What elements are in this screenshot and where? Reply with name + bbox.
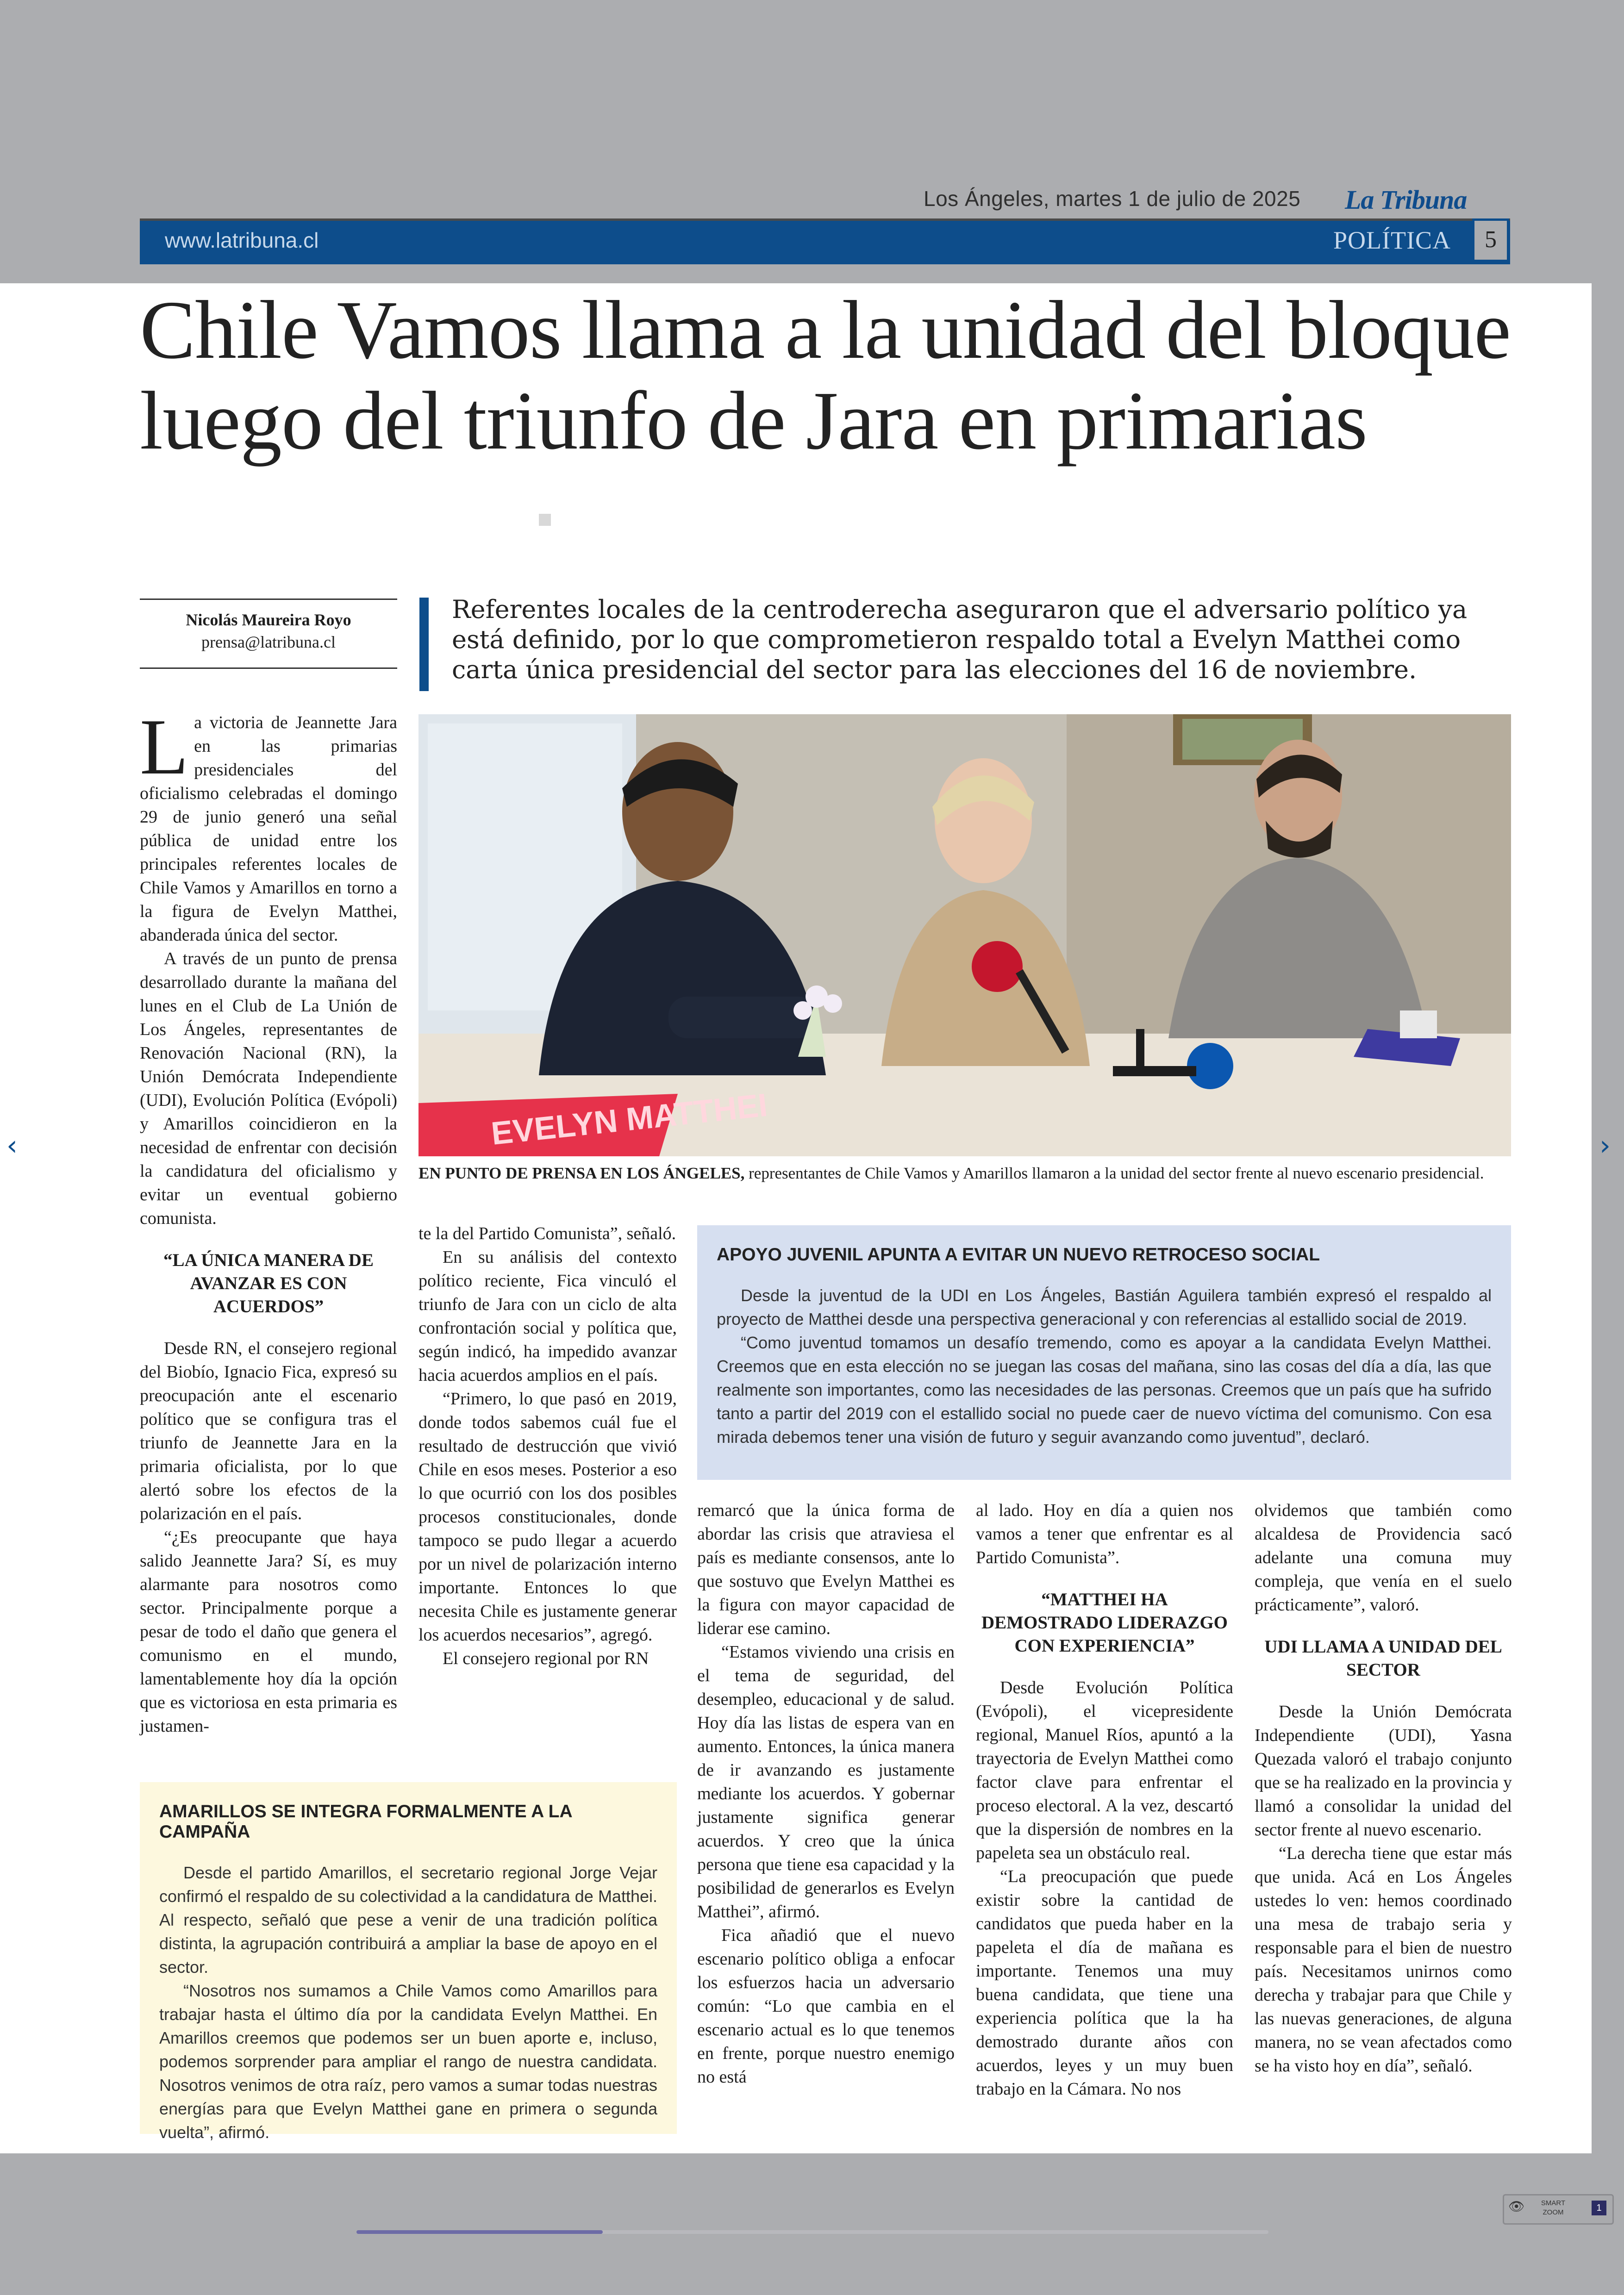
annotation-marker[interactable] [539, 514, 551, 526]
col5-paragraph-1: olvidemos que también como alcaldesa de Providencia sacó adelante una comuna muy compleja, que venía en el suelo prácticamente”, valoró. [1255, 1501, 1512, 1615]
chevron-right-icon[interactable]: › [1599, 1129, 1611, 1162]
sidebar-box-amarillos [140, 1782, 677, 2142]
col2-paragraph-3: “Primero, lo que pasó en 2019, donde todos sabemos cuál fue el resultado de destrucción que vivió Chile en esos meses. Posterior a eso lo que ocurrió con los dos posibles procesos constitucionales, donde tampoco se pudo llegar a acuerdo por un nivel de polarización interno importante. Entonces lo que necesita Chile es justamente generar los acuerdos necesarios”, agregó. [418, 1389, 677, 1645]
subheading-udi: UDI LLAMA A UNIDAD DEL SECTOR [1264, 1637, 1502, 1680]
chevron-left-icon[interactable]: ‹ [6, 1129, 18, 1162]
photo-caption-text: representantes de Chile Vamos y Amarillos llamaron a la unidad del sector frente al nuevo escenario presidencial. [744, 1164, 1484, 1182]
box-juvenil-paragraph-1: Desde la juventud de la UDI en Los Ángeles, Bastián Aguilera también expresó el respaldo al proyecto de Matthei desde una perspectiva generacional y con referencias al estallido social de 2019. [717, 1286, 1492, 1328]
zoom-badge: 1 [1592, 2201, 1606, 2215]
col5-paragraph-2: Desde la Unión Demócrata Independiente (UDI), Yasna Quezada valoró el trabajo conjunto que se ha realizado en la provincia y llamó a consolidar la unidad del sector frente al nuevo escenario. [1255, 1702, 1512, 1840]
newspaper-logo: La Tribuna [1345, 185, 1467, 215]
byline-author: Nicolás Maureira Royo [186, 611, 351, 629]
page-scrollbar-thumb[interactable] [356, 2230, 603, 2234]
col3-paragraph-3: Fica añadió que el nuevo escenario político obliga a enfocar los esfuerzos hacia un adversario común: “Lo que cambia en el escenario actual es lo que tenemos en frente, porque nuestro enemigo no está [697, 1926, 955, 2087]
box-amarillos-paragraph-2: “Nosotros nos sumamos a Chile Vamos como Amarillos para trabajar hasta el último día por la candidata Evelyn Matthei. En Amarillos creemos que podemos ser un buen aporte e, incluso, podemos sorprender para ampliar el rango de nuestra candidata. Nosotros venimos de otra raíz, pero vamos a sumar todas nuestras energías para que Evelyn Matthei gane en primera o segunda vuelta”, afirmó. [159, 1981, 657, 2142]
subheading-matthei: “MATTHEI HA DEMOSTRADO LIDERAZGO CON EXPERIENCIA” [981, 1590, 1228, 1656]
byline-email: prensa@latribuna.cl [201, 633, 336, 651]
article-column-5 [1255, 1499, 1512, 2078]
box-amarillos-title: AMARILLOS SE INTEGRA FORMALMENTE A LA CAMPAÑA [159, 1802, 572, 1842]
byline-top-rule [140, 599, 397, 600]
col1-paragraph-1: a victoria de Jeannette Jara en las primarias presidenciales del oficialismo celebradas el domingo 29 de junio generó una señal pública de unidad entre los principales referentes locales de Chile Vamos y Amarillos en torno a la figura de Evelyn Matthei, abanderada única del sector. [140, 713, 397, 945]
box-juvenil-paragraph-2: “Como juventud tomamos un desafío tremendo, como es apoyar a la candidata Evelyn Matthei. Creemos que en esta elección no se juegan las cosas del mañana, sino las cosas del día a día, las que realmente son importantes, como las necesidades de las personas. Creemos que un país que ha sufrido tanto a partir del 2019 con el estallido social no puede caer de nuevo víctima del comunismo. Con esa mirada debemos tener una visión de futuro y seguir avanzando como juventud”, declaró. [717, 1333, 1492, 1447]
smart-zoom-label: SMART ZOOM [1541, 2199, 1566, 2216]
col5-paragraph-3: “La derecha tiene que estar más que unida. Acá en Los Ángeles ustedes lo ven: hemos coordinado una mesa de trabajo seria y responsable para el bien de nuestro país. Necesitamos unirnos como derecha y trabajar para que Chile y las nuevas generaciones, de alguna manera, no se vean afectados como se ha visto hoy en día”, señaló. [1255, 1844, 1512, 2076]
article-headline: Chile Vamos llama a la unidad del bloque luego del triunfo de Jara en primarias [140, 284, 1511, 467]
photo-caption-lead: EN PUNTO DE PRENSA EN LOS ÁNGELES, [418, 1164, 745, 1182]
article-column-1 [140, 703, 397, 1738]
subheading-acuerdos: “LA ÚNICA MANERA DE AVANZAR ES CON ACUERDOS” [163, 1250, 374, 1316]
article-column-3 [697, 1499, 955, 2089]
eye-icon: 👁 [1508, 2199, 1525, 2214]
section-bar [140, 218, 1510, 264]
drop-cap: L [140, 703, 189, 791]
col4-paragraph-1: al lado. Hoy en día a quien nos vamos a tener que enfrentar es al Partido Comunista”. [976, 1501, 1233, 1567]
article-lead: Referentes locales de la centroderecha aseguraron que el adversario político ya está definido, por lo que comprometieron respaldo total a Evelyn Matthei como carta única presidencial del sector para las elecciones del 16 de noviembre. [452, 595, 1468, 684]
col2-paragraph-4: El consejero regional por RN [443, 1649, 649, 1668]
article-column-2 [418, 1222, 677, 1671]
col4-paragraph-3: “La preocupación que puede existir sobre la cantidad de candidatos que pueda haber en la papeleta el día de mañana es importante. Tenemos una muy buena candidata, que tiene una experiencia política que la ha demostrado durante años con acuerdos, leyes y un muy buen trabajo en la Cámara. No nos [976, 1867, 1233, 2099]
press-conference-photo [418, 714, 1511, 1156]
col1-paragraph-3: Desde RN, el consejero regional del Biobío, Ignacio Fica, expresó su preocupación ante el escenario político que se configura tras el triunfo de Jeannette Jara en la primaria oficialista, por lo que alertó sobre los efectos de la polarización en el país. [140, 1339, 397, 1523]
col2-paragraph-2: En su análisis del contexto político reciente, Fica vinculó el triunfo de Jara con un ciclo de alta confrontación social y política que, según indicó, ha impedido avanzar hacia acuerdos amplios en el país. [418, 1247, 677, 1385]
article-column-4 [976, 1499, 1233, 2101]
byline-bottom-rule [140, 667, 397, 669]
issue-date: Los Ángeles, martes 1 de julio de 2025 [924, 187, 1301, 211]
section-label: POLÍTICA [1333, 226, 1451, 254]
col4-paragraph-2: Desde Evolución Política (Evópoli), el vicepresidente regional, Manuel Ríos, apuntó a la trayectoria de Evelyn Matthei como factor clave para enfrentar el proceso electoral. A la vez, descartó que la dispersión de nombres en la papeleta sea un obstáculo real. [976, 1678, 1233, 1863]
photo-banner-text: EVELYN MATTHEI [489, 1086, 769, 1152]
page-number: 5 [1485, 226, 1497, 253]
col2-paragraph-1: te la del Partido Comunista”, señaló. [418, 1224, 676, 1243]
sidebar-box-juvenil [697, 1225, 1511, 1480]
box-amarillos-paragraph-1: Desde el partido Amarillos, el secretario regional Jorge Vejar confirmó el respaldo de su colectividad a la candidatura de Matthei. Al respecto, señaló que pese a venir de una tradición política distinta, la agrupación contribuirá a ampliar la base de apoyo en el sector. [159, 1863, 657, 1977]
lead-accent-bar [419, 598, 429, 691]
col1-paragraph-4: “¿Es preocupante que haya salido Jeannette Jara? Sí, es muy alarmante para nosotros como sector. Principalmente porque a pesar de todo el daño que genera el comunismo en el mundo, lamentablemente hoy día la opción que es victoriosa en esta primaria es justamen- [140, 1528, 397, 1736]
photo-caption [418, 1162, 1511, 1185]
site-url: www.latribuna.cl [165, 228, 319, 252]
box-juvenil-title: APOYO JUVENIL APUNTA A EVITAR UN NUEVO RETROCESO SOCIAL [717, 1245, 1320, 1265]
col3-paragraph-1: remarcó que la única forma de abordar las crisis que atraviesa el país es mediante consensos, ante lo que sostuvo que Evelyn Matthei es la figura con mayor capacidad de liderar ese camino. [697, 1501, 955, 1638]
col3-paragraph-2: “Estamos viviendo una crisis en el tema de seguridad, del desempleo, educacional y de salud. Hoy día las listas de espera van en aumento. Entonces, la única manera de ir avanzando es justamente mediante los acuerdos. Y gobernar justamente significa generar acuerdos. Y creo que la única persona que tiene esa capacidad y la posibilidad de generarlos es Evelyn Matthei”, afirmó. [697, 1642, 955, 1921]
col1-paragraph-2: A través de un punto de prensa desarrollado durante la mañana del lunes en el Club de La Unión de Los Ángeles, representantes de Renovación Nacional (RN), la Unión Demócrata Independiente (UDI), Evolución Política (Evópoli) y Amarillos coincidieron en la necesidad de enfrentar con decisión la candidatura del oficialismo y evitar un eventual gobierno comunista. [140, 949, 397, 1228]
